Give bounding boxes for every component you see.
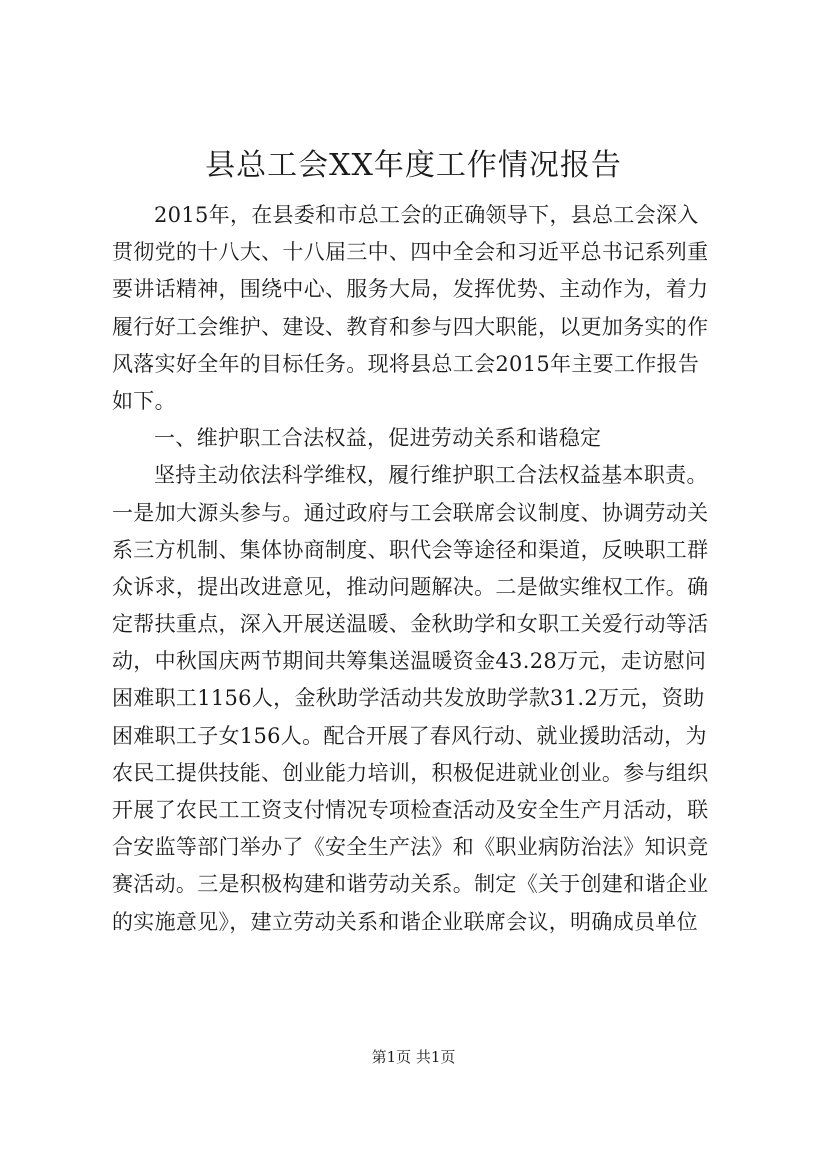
paragraph-line: 的实施意见》，建立劳动关系和谐企业联席会议，明确成员单位 xyxy=(112,909,698,934)
document-title: 县总工会XX年度工作情况报告 xyxy=(205,148,622,183)
paragraph-line: 开展了农民工工资支付情况专项检查活动及安全生产月活动，联 xyxy=(112,798,709,822)
paragraph-line: 合安监等部门举办了《安全生产法》和《职业病防治法》知识竞 xyxy=(112,835,709,860)
paragraph-line: 定帮扶重点，深入开展送温暖、金秋助学和女职工关爱行动等活 xyxy=(112,612,709,637)
paragraph-line: 困难职工子女156人。配合开展了春风行动、就业援助活动，为 xyxy=(112,723,707,748)
paragraph-line: 动，中秋国庆两节期间共筹集送温暖资金43.28万元，走访慰问 xyxy=(112,649,707,674)
paragraph-line: 坚持主动依法科学维权，履行维护职工合法权益基本职责。 xyxy=(154,463,708,488)
paragraph-line: 2015年，在县委和市总工会的正确领导下，县总工会深入 xyxy=(154,203,699,227)
section-heading: 一、维护职工合法权益，促进劳动关系和谐稳定 xyxy=(154,426,602,451)
page-footer: 第1页 共1页 xyxy=(371,1048,456,1066)
paragraph-line: 众诉求，提出改进意见，推动问题解决。二是做实维权工作。确 xyxy=(112,574,709,599)
paragraph-line: 赛活动。三是积极构建和谐劳动关系。制定《关于创建和谐企业 xyxy=(112,872,709,897)
paragraph-line: 履行好工会维护、建设、教育和参与四大职能，以更加务实的作 xyxy=(112,314,709,339)
paragraph-line: 一是加大源头参与。通过政府与工会联席会议制度、协调劳动关 xyxy=(112,500,709,525)
paragraph-line: 困难职工1156人，金秋助学活动共发放助学款31.2万元，资助 xyxy=(112,686,705,711)
paragraph-line: 农民工提供技能、创业能力培训，积极促进就业创业。参与组织 xyxy=(112,760,709,785)
document-body xyxy=(112,197,734,941)
paragraph-line: 贯彻党的十八大、十八届三中、四中全会和习近平总书记系列重 xyxy=(112,240,709,265)
paragraph-line: 如下。 xyxy=(112,388,176,413)
paragraph-line: 系三方机制、集体协商制度、职代会等途径和渠道，反映职工群 xyxy=(112,537,709,562)
paragraph-line: 要讲话精神，围绕中心、服务大局，发挥优势、主动作为，着力 xyxy=(112,277,709,302)
paragraph-line: 风落实好全年的目标任务。现将县总工会2015年主要工作报告 xyxy=(112,351,700,376)
